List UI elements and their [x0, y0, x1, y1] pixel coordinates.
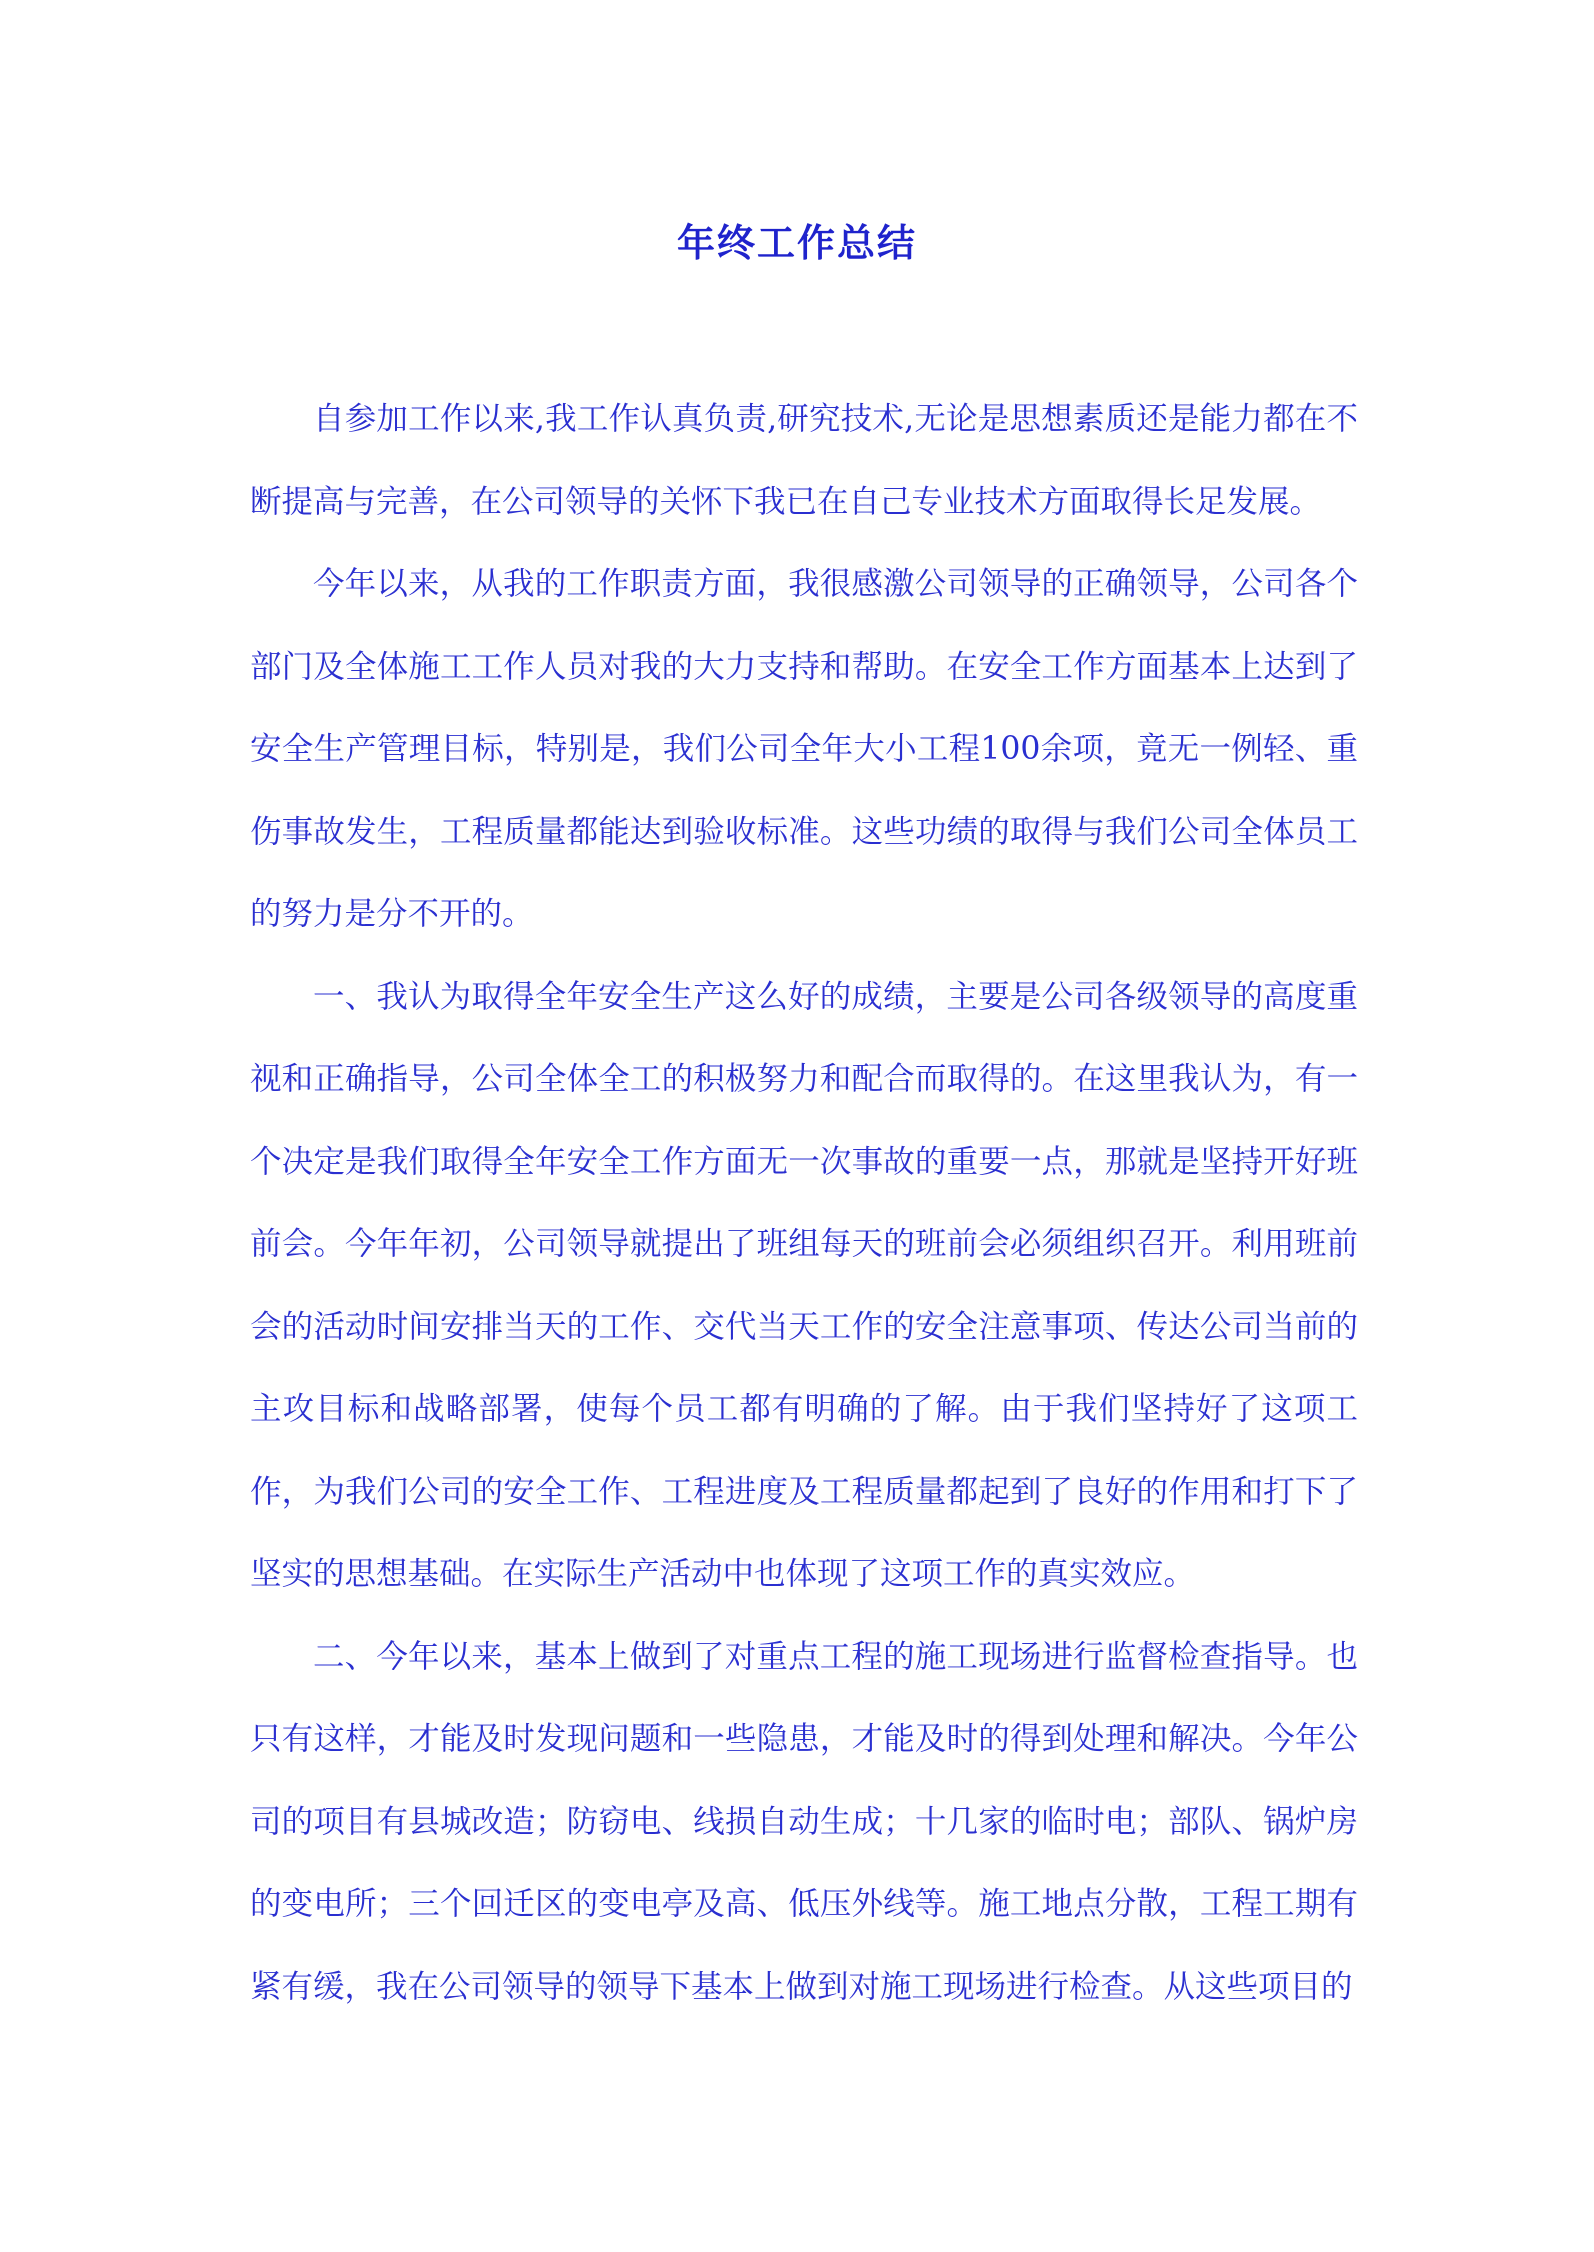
body-paragraph: 自参加工作以来,我工作认真负责,研究技术,无论是思想素质还是能力都在不断提高与完善，在公司领导的关怀下我已在自己专业技术方面取得长足发展。 — [250, 401, 1358, 520]
document-body — [250, 378, 1358, 2028]
document-title: 年终工作总结 — [676, 220, 917, 265]
body-paragraph: 今年以来，从我的工作职责方面，我很感激公司领导的正确领导，公司各个部门及全体施工工作人员对我的大力支持和帮助。在安全工作方面基本上达到了安全生产管理目标，特别是，我们公司全年大小工程100余项，竟无一例轻、重伤事故发生，工程质量都能达到验收标准。这些功绩的取得与我们公司全体员工的努力是分不开的。 — [250, 566, 1358, 932]
body-paragraph: 一、我认为取得全年安全生产这么好的成绩，主要是公司各级领导的高度重视和正确指导，公司全体全工的积极努力和配合而取得的。在这里我认为，有一个决定是我们取得全年安全工作方面无一次事故的重要一点，那就是坚持开好班前会。今年年初，公司领导就提出了班组每天的班前会必须组织召开。利用班前会的活动时间安排当天的工作、交代当天工作的安全注意事项、传达公司当前的主攻目标和战略部署，使每个员工都有明确的了解。由于我们坚持好了这项工作，为我们公司的安全工作、工程进度及工程质量都起到了良好的作用和打下了坚实的思想基础。在实际生产活动中也体现了这项工作的真实效应。 — [250, 978, 1358, 1592]
body-paragraph: 二、今年以来，基本上做到了对重点工程的施工现场进行监督检查指导。也只有这样，才能及时发现问题和一些隐患，才能及时的得到处理和解决。今年公司的项目有县城改造；防窃电、线损自动生成；十几家的临时电；部队、锅炉房的变电所；三个回迁区的变电亭及高、低压外线等。施工地点分散，工程工期有紧有缓，我在公司领导的领导下基本上做到对施工现场进行检查。从这些项目的 — [250, 1638, 1358, 2005]
